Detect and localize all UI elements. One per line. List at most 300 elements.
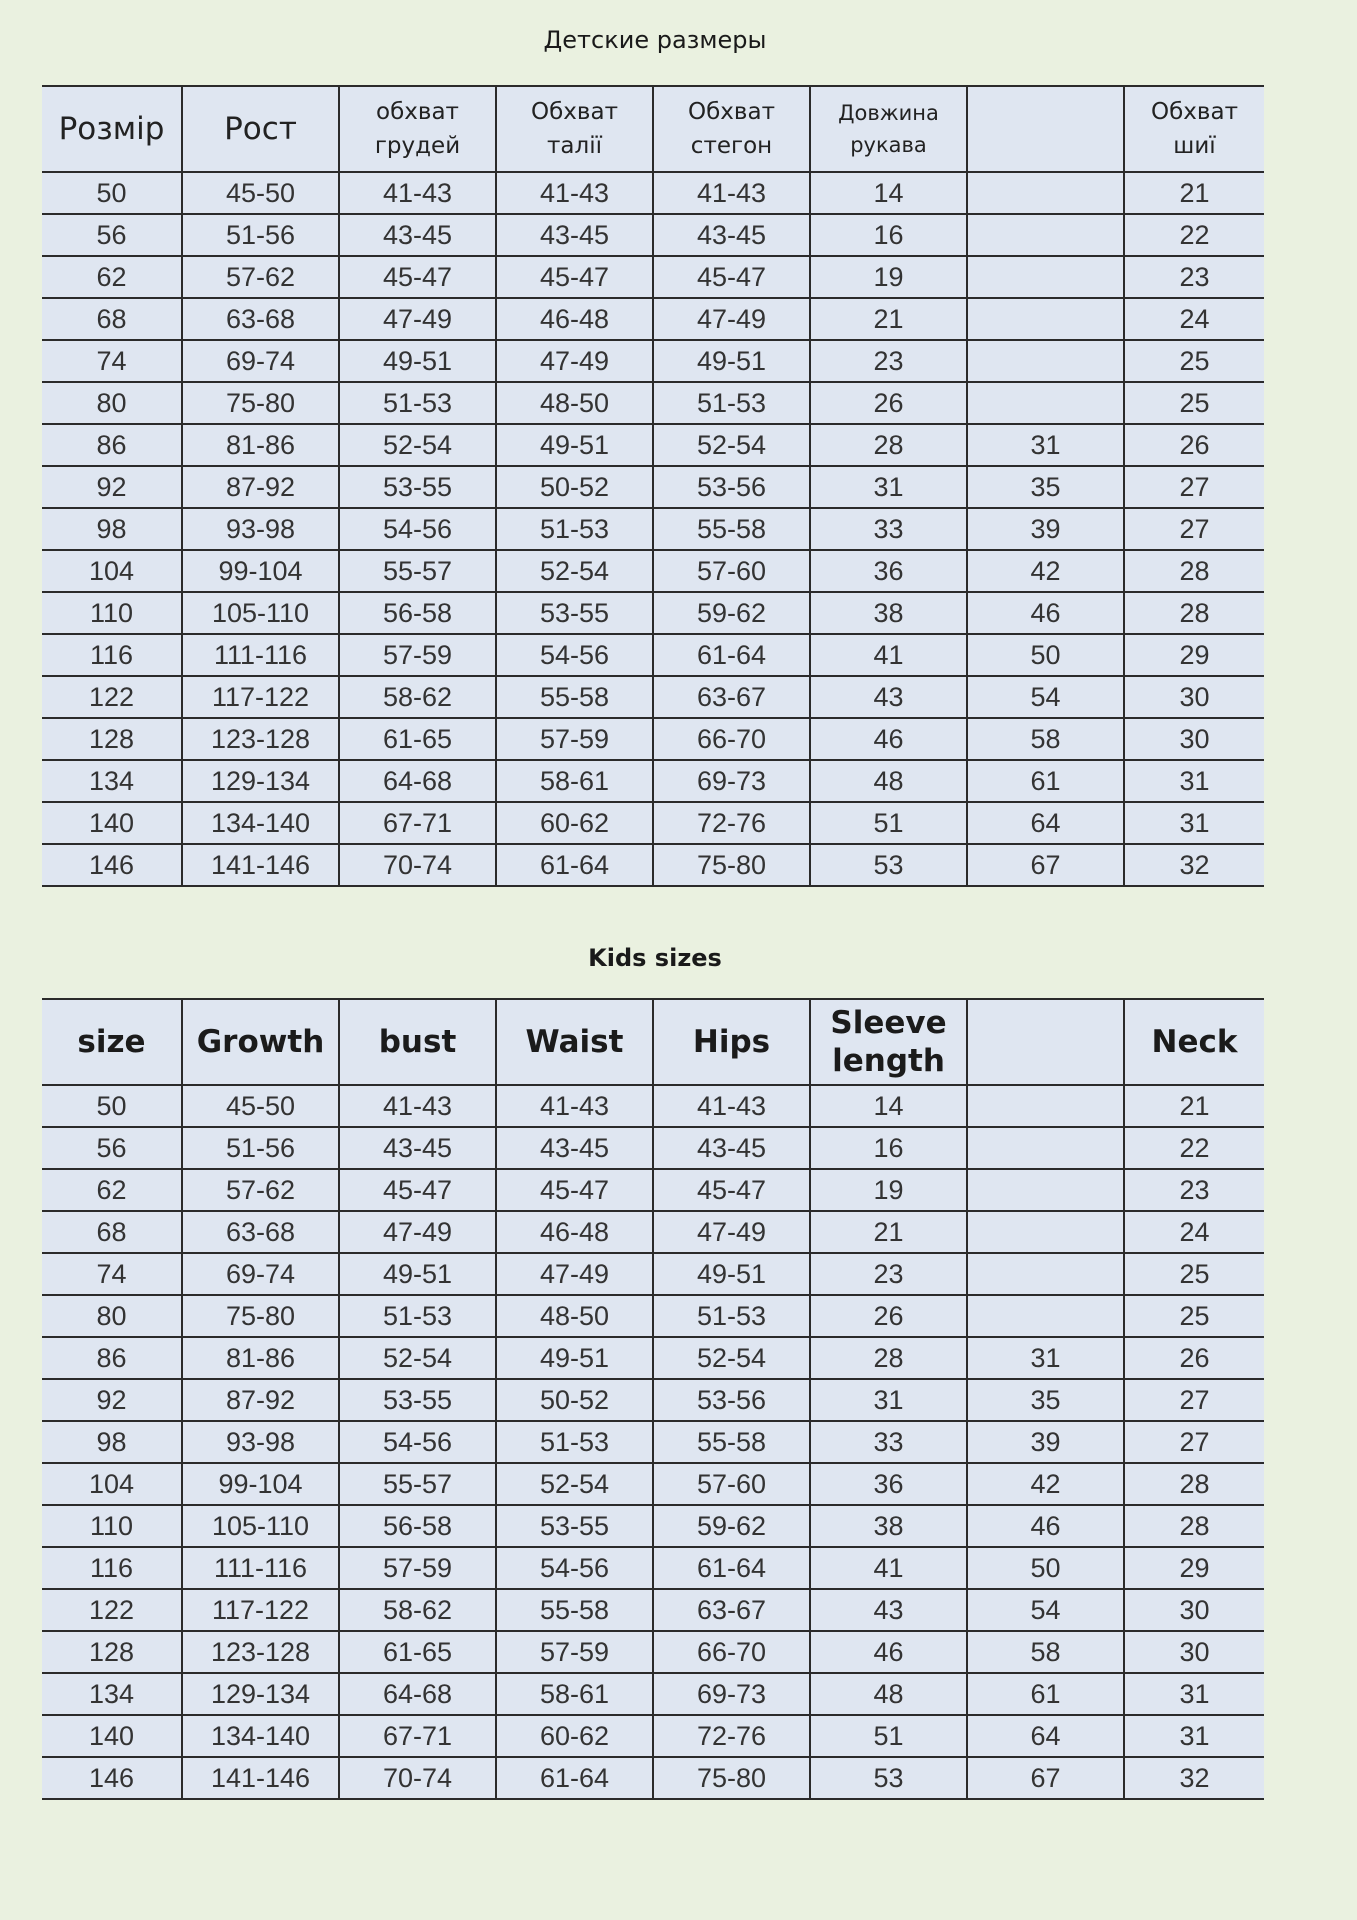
cell-waist: 49-51 bbox=[496, 424, 653, 466]
cell-extra: 46 bbox=[967, 1505, 1124, 1547]
cell-chest: 43-45 bbox=[339, 1127, 496, 1169]
header-bust: bust bbox=[339, 999, 496, 1085]
cell-neck: 26 bbox=[1124, 1337, 1264, 1379]
cell-hips: 53-56 bbox=[653, 466, 810, 508]
cell-sleeve: 53 bbox=[810, 844, 967, 886]
header-growth: Growth bbox=[182, 999, 339, 1085]
table-row bbox=[42, 256, 1264, 298]
cell-hips: 57-60 bbox=[653, 1463, 810, 1505]
cell-waist: 51-53 bbox=[496, 1421, 653, 1463]
cell-size: 80 bbox=[42, 1295, 182, 1337]
cell-height: 81-86 bbox=[182, 1337, 339, 1379]
cell-hips: 69-73 bbox=[653, 1673, 810, 1715]
cell-neck: 25 bbox=[1124, 340, 1264, 382]
cell-height: 63-68 bbox=[182, 298, 339, 340]
cell-waist: 54-56 bbox=[496, 1547, 653, 1589]
cell-extra: 39 bbox=[967, 508, 1124, 550]
cell-size: 68 bbox=[42, 298, 182, 340]
cell-hips: 49-51 bbox=[653, 340, 810, 382]
cell-chest: 55-57 bbox=[339, 550, 496, 592]
cell-hips: 51-53 bbox=[653, 382, 810, 424]
cell-height: 117-122 bbox=[182, 1589, 339, 1631]
cell-neck: 25 bbox=[1124, 1253, 1264, 1295]
cell-sleeve: 14 bbox=[810, 1085, 967, 1127]
cell-size: 56 bbox=[42, 1127, 182, 1169]
cell-neck: 31 bbox=[1124, 1673, 1264, 1715]
cell-chest: 52-54 bbox=[339, 1337, 496, 1379]
cell-extra bbox=[967, 340, 1124, 382]
cell-neck: 21 bbox=[1124, 172, 1264, 214]
cell-waist: 45-47 bbox=[496, 1169, 653, 1211]
cell-hips: 52-54 bbox=[653, 1337, 810, 1379]
cell-hips: 69-73 bbox=[653, 760, 810, 802]
cell-height: 45-50 bbox=[182, 172, 339, 214]
header-hips: Hips bbox=[653, 999, 810, 1085]
cell-sleeve: 19 bbox=[810, 1169, 967, 1211]
header-height: Рост bbox=[182, 86, 339, 172]
cell-extra: 42 bbox=[967, 550, 1124, 592]
cell-size: 50 bbox=[42, 172, 182, 214]
cell-hips: 61-64 bbox=[653, 1547, 810, 1589]
cell-chest: 58-62 bbox=[339, 676, 496, 718]
cell-sleeve: 23 bbox=[810, 1253, 967, 1295]
cell-height: 51-56 bbox=[182, 1127, 339, 1169]
cell-neck: 31 bbox=[1124, 802, 1264, 844]
cell-height: 111-116 bbox=[182, 634, 339, 676]
cell-chest: 53-55 bbox=[339, 466, 496, 508]
table-row bbox=[42, 718, 1264, 760]
cell-chest: 52-54 bbox=[339, 424, 496, 466]
cell-size: 116 bbox=[42, 1547, 182, 1589]
table-row bbox=[42, 508, 1264, 550]
cell-height: 63-68 bbox=[182, 1211, 339, 1253]
cell-sleeve: 26 bbox=[810, 382, 967, 424]
cell-size: 104 bbox=[42, 1463, 182, 1505]
cell-height: 75-80 bbox=[182, 1295, 339, 1337]
cell-waist: 48-50 bbox=[496, 382, 653, 424]
cell-size: 98 bbox=[42, 1421, 182, 1463]
header-hips: Обхват стегон bbox=[653, 86, 810, 172]
cell-size: 86 bbox=[42, 424, 182, 466]
cell-waist: 57-59 bbox=[496, 1631, 653, 1673]
cell-sleeve: 41 bbox=[810, 634, 967, 676]
header-sleeve: Довжина рукава bbox=[810, 86, 967, 172]
cell-height: 117-122 bbox=[182, 676, 339, 718]
cell-waist: 49-51 bbox=[496, 1337, 653, 1379]
cell-size: 92 bbox=[42, 466, 182, 508]
cell-size: 146 bbox=[42, 1757, 182, 1799]
cell-size: 140 bbox=[42, 802, 182, 844]
cell-extra: 58 bbox=[967, 1631, 1124, 1673]
table-row bbox=[42, 676, 1264, 718]
table-row bbox=[42, 214, 1264, 256]
cell-hips: 55-58 bbox=[653, 1421, 810, 1463]
cell-height: 45-50 bbox=[182, 1085, 339, 1127]
header-chest: обхват грудей bbox=[339, 86, 496, 172]
cell-height: 69-74 bbox=[182, 340, 339, 382]
table-row bbox=[42, 550, 1264, 592]
cell-extra: 61 bbox=[967, 760, 1124, 802]
cell-sleeve: 36 bbox=[810, 1463, 967, 1505]
cell-neck: 23 bbox=[1124, 1169, 1264, 1211]
cell-chest: 49-51 bbox=[339, 340, 496, 382]
header-waist: Обхват талії bbox=[496, 86, 653, 172]
cell-sleeve: 48 bbox=[810, 760, 967, 802]
cell-hips: 51-53 bbox=[653, 1295, 810, 1337]
cell-size: 98 bbox=[42, 508, 182, 550]
cell-size: 104 bbox=[42, 550, 182, 592]
cell-extra bbox=[967, 1127, 1124, 1169]
cell-sleeve: 16 bbox=[810, 1127, 967, 1169]
cell-size: 92 bbox=[42, 1379, 182, 1421]
cell-extra bbox=[967, 214, 1124, 256]
title-ru: Детские размеры bbox=[543, 26, 767, 54]
cell-size: 68 bbox=[42, 1211, 182, 1253]
cell-sleeve: 38 bbox=[810, 592, 967, 634]
table-row bbox=[42, 802, 1264, 844]
cell-chest: 45-47 bbox=[339, 256, 496, 298]
cell-neck: 28 bbox=[1124, 550, 1264, 592]
cell-extra: 64 bbox=[967, 1715, 1124, 1757]
cell-waist: 60-62 bbox=[496, 1715, 653, 1757]
cell-sleeve: 26 bbox=[810, 1295, 967, 1337]
cell-chest: 56-58 bbox=[339, 592, 496, 634]
table-row bbox=[42, 1631, 1264, 1673]
cell-neck: 24 bbox=[1124, 1211, 1264, 1253]
cell-waist: 53-55 bbox=[496, 592, 653, 634]
cell-sleeve: 36 bbox=[810, 550, 967, 592]
table-row bbox=[42, 1379, 1264, 1421]
cell-hips: 75-80 bbox=[653, 844, 810, 886]
table-row bbox=[42, 1757, 1264, 1799]
cell-sleeve: 48 bbox=[810, 1673, 967, 1715]
table-row bbox=[42, 1673, 1264, 1715]
cell-chest: 57-59 bbox=[339, 634, 496, 676]
cell-size: 80 bbox=[42, 382, 182, 424]
cell-extra: 35 bbox=[967, 1379, 1124, 1421]
cell-hips: 66-70 bbox=[653, 718, 810, 760]
cell-hips: 45-47 bbox=[653, 1169, 810, 1211]
header-size: Розмір bbox=[42, 86, 182, 172]
cell-hips: 72-76 bbox=[653, 802, 810, 844]
cell-chest: 57-59 bbox=[339, 1547, 496, 1589]
cell-extra: 58 bbox=[967, 718, 1124, 760]
cell-extra: 42 bbox=[967, 1463, 1124, 1505]
cell-extra: 46 bbox=[967, 592, 1124, 634]
cell-extra bbox=[967, 1253, 1124, 1295]
cell-height: 87-92 bbox=[182, 466, 339, 508]
title-en: Kids sizes bbox=[588, 944, 722, 972]
cell-waist: 46-48 bbox=[496, 1211, 653, 1253]
cell-extra: 54 bbox=[967, 1589, 1124, 1631]
cell-size: 128 bbox=[42, 1631, 182, 1673]
size-table-ua bbox=[42, 85, 1264, 887]
cell-hips: 41-43 bbox=[653, 1085, 810, 1127]
header-blank bbox=[967, 999, 1124, 1085]
cell-chest: 47-49 bbox=[339, 1211, 496, 1253]
table-row bbox=[42, 382, 1264, 424]
cell-size: 116 bbox=[42, 634, 182, 676]
cell-extra bbox=[967, 256, 1124, 298]
cell-waist: 41-43 bbox=[496, 172, 653, 214]
cell-waist: 48-50 bbox=[496, 1295, 653, 1337]
cell-extra: 64 bbox=[967, 802, 1124, 844]
cell-height: 99-104 bbox=[182, 550, 339, 592]
cell-extra bbox=[967, 1211, 1124, 1253]
cell-neck: 22 bbox=[1124, 1127, 1264, 1169]
cell-chest: 41-43 bbox=[339, 172, 496, 214]
cell-sleeve: 31 bbox=[810, 466, 967, 508]
cell-waist: 58-61 bbox=[496, 1673, 653, 1715]
cell-hips: 63-67 bbox=[653, 1589, 810, 1631]
header-row bbox=[42, 86, 1264, 172]
cell-hips: 47-49 bbox=[653, 298, 810, 340]
header-neck: Обхват шиї bbox=[1124, 86, 1264, 172]
table-row bbox=[42, 1715, 1264, 1757]
table-row bbox=[42, 1589, 1264, 1631]
cell-chest: 49-51 bbox=[339, 1253, 496, 1295]
cell-size: 140 bbox=[42, 1715, 182, 1757]
cell-sleeve: 28 bbox=[810, 1337, 967, 1379]
cell-height: 123-128 bbox=[182, 1631, 339, 1673]
cell-size: 128 bbox=[42, 718, 182, 760]
cell-hips: 75-80 bbox=[653, 1757, 810, 1799]
header-waist: Waist bbox=[496, 999, 653, 1085]
cell-size: 110 bbox=[42, 592, 182, 634]
cell-height: 129-134 bbox=[182, 1673, 339, 1715]
cell-extra: 31 bbox=[967, 424, 1124, 466]
cell-neck: 25 bbox=[1124, 382, 1264, 424]
cell-sleeve: 33 bbox=[810, 1421, 967, 1463]
cell-sleeve: 21 bbox=[810, 298, 967, 340]
table-row bbox=[42, 298, 1264, 340]
cell-extra: 50 bbox=[967, 634, 1124, 676]
table-row bbox=[42, 592, 1264, 634]
cell-extra bbox=[967, 172, 1124, 214]
table-row bbox=[42, 1547, 1264, 1589]
cell-size: 62 bbox=[42, 256, 182, 298]
cell-hips: 55-58 bbox=[653, 508, 810, 550]
header-sleeve: Sleeve length bbox=[810, 999, 967, 1085]
cell-waist: 51-53 bbox=[496, 508, 653, 550]
cell-hips: 66-70 bbox=[653, 1631, 810, 1673]
cell-hips: 43-45 bbox=[653, 1127, 810, 1169]
cell-size: 62 bbox=[42, 1169, 182, 1211]
cell-neck: 22 bbox=[1124, 214, 1264, 256]
cell-neck: 23 bbox=[1124, 256, 1264, 298]
cell-sleeve: 19 bbox=[810, 256, 967, 298]
cell-neck: 27 bbox=[1124, 508, 1264, 550]
header-blank bbox=[967, 86, 1124, 172]
cell-neck: 30 bbox=[1124, 1589, 1264, 1631]
cell-waist: 50-52 bbox=[496, 466, 653, 508]
table-row bbox=[42, 1337, 1264, 1379]
cell-chest: 53-55 bbox=[339, 1379, 496, 1421]
cell-chest: 61-65 bbox=[339, 718, 496, 760]
cell-height: 111-116 bbox=[182, 1547, 339, 1589]
cell-size: 146 bbox=[42, 844, 182, 886]
table-row bbox=[42, 1127, 1264, 1169]
header-neck: Neck bbox=[1124, 999, 1264, 1085]
cell-neck: 27 bbox=[1124, 1421, 1264, 1463]
cell-waist: 46-48 bbox=[496, 298, 653, 340]
table-row bbox=[42, 340, 1264, 382]
cell-neck: 29 bbox=[1124, 1547, 1264, 1589]
cell-chest: 61-65 bbox=[339, 1631, 496, 1673]
size-table-en bbox=[42, 998, 1264, 1800]
cell-hips: 72-76 bbox=[653, 1715, 810, 1757]
cell-extra bbox=[967, 1085, 1124, 1127]
cell-extra bbox=[967, 298, 1124, 340]
cell-sleeve: 16 bbox=[810, 214, 967, 256]
header-row bbox=[42, 999, 1264, 1085]
cell-size: 122 bbox=[42, 676, 182, 718]
cell-extra: 67 bbox=[967, 1757, 1124, 1799]
cell-sleeve: 28 bbox=[810, 424, 967, 466]
cell-neck: 21 bbox=[1124, 1085, 1264, 1127]
cell-sleeve: 46 bbox=[810, 1631, 967, 1673]
cell-extra bbox=[967, 1295, 1124, 1337]
cell-waist: 53-55 bbox=[496, 1505, 653, 1547]
cell-neck: 30 bbox=[1124, 1631, 1264, 1673]
cell-height: 141-146 bbox=[182, 844, 339, 886]
cell-sleeve: 53 bbox=[810, 1757, 967, 1799]
cell-size: 134 bbox=[42, 760, 182, 802]
cell-size: 134 bbox=[42, 1673, 182, 1715]
cell-height: 69-74 bbox=[182, 1253, 339, 1295]
cell-neck: 25 bbox=[1124, 1295, 1264, 1337]
table-row bbox=[42, 844, 1264, 886]
cell-neck: 28 bbox=[1124, 592, 1264, 634]
cell-height: 105-110 bbox=[182, 592, 339, 634]
cell-neck: 30 bbox=[1124, 718, 1264, 760]
cell-waist: 60-62 bbox=[496, 802, 653, 844]
cell-neck: 31 bbox=[1124, 760, 1264, 802]
cell-height: 93-98 bbox=[182, 508, 339, 550]
cell-extra: 39 bbox=[967, 1421, 1124, 1463]
cell-neck: 29 bbox=[1124, 634, 1264, 676]
cell-hips: 49-51 bbox=[653, 1253, 810, 1295]
cell-waist: 55-58 bbox=[496, 1589, 653, 1631]
cell-chest: 64-68 bbox=[339, 760, 496, 802]
cell-hips: 59-62 bbox=[653, 592, 810, 634]
cell-sleeve: 51 bbox=[810, 1715, 967, 1757]
table-row bbox=[42, 466, 1264, 508]
cell-chest: 67-71 bbox=[339, 1715, 496, 1757]
cell-extra bbox=[967, 382, 1124, 424]
cell-hips: 52-54 bbox=[653, 424, 810, 466]
cell-height: 141-146 bbox=[182, 1757, 339, 1799]
cell-hips: 43-45 bbox=[653, 214, 810, 256]
cell-sleeve: 46 bbox=[810, 718, 967, 760]
cell-neck: 24 bbox=[1124, 298, 1264, 340]
cell-height: 81-86 bbox=[182, 424, 339, 466]
cell-sleeve: 33 bbox=[810, 508, 967, 550]
cell-chest: 58-62 bbox=[339, 1589, 496, 1631]
cell-waist: 61-64 bbox=[496, 1757, 653, 1799]
cell-sleeve: 38 bbox=[810, 1505, 967, 1547]
cell-extra: 61 bbox=[967, 1673, 1124, 1715]
table-row bbox=[42, 1463, 1264, 1505]
cell-neck: 32 bbox=[1124, 1757, 1264, 1799]
cell-hips: 63-67 bbox=[653, 676, 810, 718]
cell-size: 110 bbox=[42, 1505, 182, 1547]
cell-neck: 28 bbox=[1124, 1463, 1264, 1505]
table-row bbox=[42, 760, 1264, 802]
cell-neck: 32 bbox=[1124, 844, 1264, 886]
cell-chest: 64-68 bbox=[339, 1673, 496, 1715]
cell-height: 57-62 bbox=[182, 256, 339, 298]
cell-extra: 67 bbox=[967, 844, 1124, 886]
cell-chest: 67-71 bbox=[339, 802, 496, 844]
cell-height: 87-92 bbox=[182, 1379, 339, 1421]
cell-hips: 57-60 bbox=[653, 550, 810, 592]
cell-height: 134-140 bbox=[182, 1715, 339, 1757]
table-row bbox=[42, 1085, 1264, 1127]
cell-waist: 45-47 bbox=[496, 256, 653, 298]
cell-hips: 53-56 bbox=[653, 1379, 810, 1421]
cell-hips: 41-43 bbox=[653, 172, 810, 214]
cell-chest: 56-58 bbox=[339, 1505, 496, 1547]
cell-size: 86 bbox=[42, 1337, 182, 1379]
cell-neck: 28 bbox=[1124, 1505, 1264, 1547]
table-row bbox=[42, 1211, 1264, 1253]
cell-hips: 47-49 bbox=[653, 1211, 810, 1253]
cell-chest: 51-53 bbox=[339, 382, 496, 424]
cell-waist: 47-49 bbox=[496, 1253, 653, 1295]
cell-waist: 43-45 bbox=[496, 1127, 653, 1169]
cell-size: 50 bbox=[42, 1085, 182, 1127]
cell-sleeve: 21 bbox=[810, 1211, 967, 1253]
cell-sleeve: 31 bbox=[810, 1379, 967, 1421]
cell-height: 123-128 bbox=[182, 718, 339, 760]
cell-waist: 54-56 bbox=[496, 634, 653, 676]
cell-height: 134-140 bbox=[182, 802, 339, 844]
cell-neck: 31 bbox=[1124, 1715, 1264, 1757]
cell-height: 129-134 bbox=[182, 760, 339, 802]
table-row bbox=[42, 1421, 1264, 1463]
cell-chest: 41-43 bbox=[339, 1085, 496, 1127]
cell-neck: 30 bbox=[1124, 676, 1264, 718]
cell-hips: 45-47 bbox=[653, 256, 810, 298]
table-row bbox=[42, 1295, 1264, 1337]
cell-waist: 55-58 bbox=[496, 676, 653, 718]
cell-waist: 50-52 bbox=[496, 1379, 653, 1421]
cell-hips: 61-64 bbox=[653, 634, 810, 676]
cell-chest: 51-53 bbox=[339, 1295, 496, 1337]
cell-chest: 70-74 bbox=[339, 844, 496, 886]
table-row bbox=[42, 424, 1264, 466]
header-size: size bbox=[42, 999, 182, 1085]
cell-extra: 31 bbox=[967, 1337, 1124, 1379]
cell-height: 75-80 bbox=[182, 382, 339, 424]
cell-sleeve: 23 bbox=[810, 340, 967, 382]
cell-chest: 55-57 bbox=[339, 1463, 496, 1505]
cell-height: 51-56 bbox=[182, 214, 339, 256]
table-row bbox=[42, 634, 1264, 676]
cell-size: 56 bbox=[42, 214, 182, 256]
cell-waist: 61-64 bbox=[496, 844, 653, 886]
cell-sleeve: 14 bbox=[810, 172, 967, 214]
cell-neck: 27 bbox=[1124, 1379, 1264, 1421]
cell-height: 93-98 bbox=[182, 1421, 339, 1463]
cell-hips: 59-62 bbox=[653, 1505, 810, 1547]
cell-height: 57-62 bbox=[182, 1169, 339, 1211]
cell-waist: 41-43 bbox=[496, 1085, 653, 1127]
cell-chest: 45-47 bbox=[339, 1169, 496, 1211]
table-row bbox=[42, 172, 1264, 214]
cell-sleeve: 51 bbox=[810, 802, 967, 844]
